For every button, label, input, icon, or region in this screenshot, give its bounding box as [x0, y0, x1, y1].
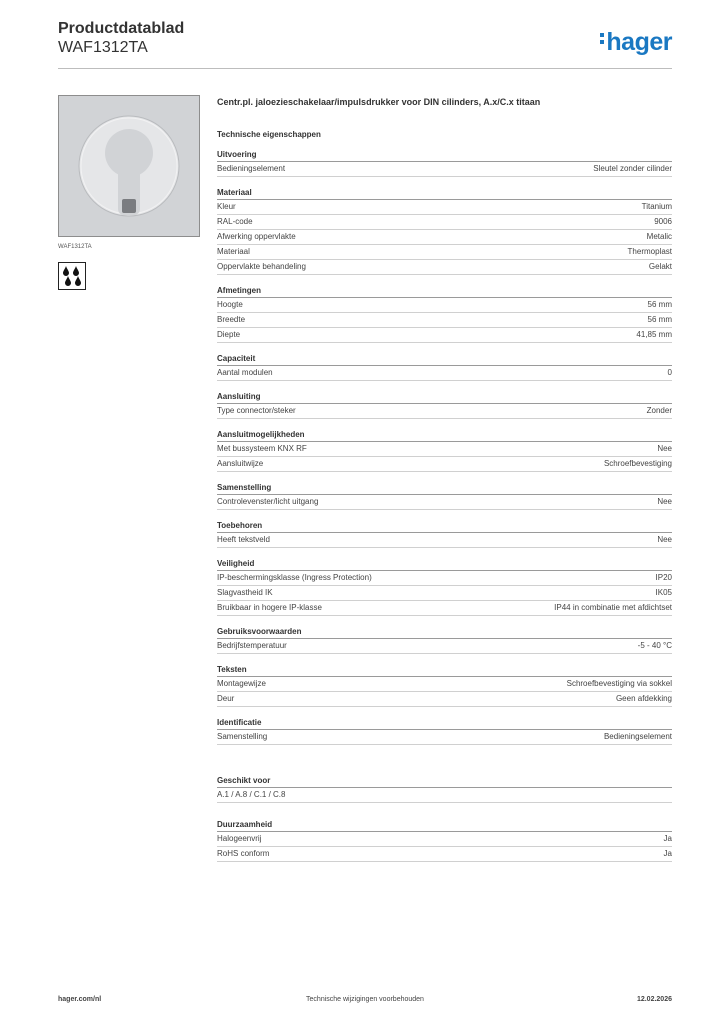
- spec-value: Zonder: [646, 406, 672, 415]
- suitable-for-row: [217, 788, 672, 803]
- spec-value: Sleutel zonder cilinder: [593, 164, 672, 173]
- spec-row: [217, 586, 672, 601]
- product-code: WAF1312TA: [58, 39, 148, 56]
- spec-label: RAL-code: [217, 217, 253, 226]
- spec-label: Halogeenvrij: [217, 834, 262, 843]
- spec-value: IP44 in combinatie met afdichtset: [554, 603, 672, 612]
- spec-value: Titanium: [641, 202, 672, 211]
- section-heading: Aansluiting: [217, 391, 672, 404]
- spec-value: Thermoplast: [627, 247, 672, 256]
- water-drops-icon: [58, 262, 86, 290]
- spec-row: [217, 313, 672, 328]
- sustainability-heading: Duurzaamheid: [217, 819, 672, 832]
- spec-value: -5 - 40 °C: [637, 641, 672, 650]
- footer-disclaimer: Technische wijzigingen voorbehouden: [306, 996, 424, 1003]
- spec-label: Controlevenster/licht uitgang: [217, 497, 319, 506]
- suitable-for-heading: Geschikt voor: [217, 775, 672, 788]
- spec-row: [217, 200, 672, 215]
- spec-content: [217, 95, 672, 862]
- section-heading: Identificatie: [217, 717, 672, 730]
- spec-row: [217, 298, 672, 313]
- spec-label: Heeft tekstveld: [217, 535, 270, 544]
- spec-row: [217, 260, 672, 275]
- section-heading: Teksten: [217, 664, 672, 677]
- spec-label: Breedte: [217, 315, 246, 324]
- spec-label: Diepte: [217, 330, 241, 339]
- section-heading: Toebehoren: [217, 520, 672, 533]
- page-header: [58, 20, 672, 70]
- hager-logo: [600, 28, 672, 56]
- spec-value: 41,85 mm: [636, 330, 672, 339]
- section-heading: Samenstelling: [217, 482, 672, 495]
- image-caption: WAF1312TA: [58, 244, 92, 250]
- spec-label: Bruikbaar in hogere IP-klasse: [217, 603, 322, 612]
- spec-label: Afwerking oppervlakte: [217, 232, 296, 241]
- spec-row: [217, 215, 672, 230]
- spec-row: [217, 571, 672, 586]
- spec-label: Samenstelling: [217, 732, 268, 741]
- spec-value: Ja: [663, 834, 672, 843]
- section-heading: Uitvoering: [217, 149, 672, 162]
- spec-row: [217, 677, 672, 692]
- footer-website: hager.com/nl: [58, 996, 102, 1003]
- spec-row: [217, 230, 672, 245]
- section-heading: Afmetingen: [217, 285, 672, 298]
- spec-row: [217, 495, 672, 510]
- technical-properties-heading: Technische eigenschappen: [217, 130, 321, 139]
- spec-row: [217, 832, 672, 847]
- spec-label: Deur: [217, 694, 235, 703]
- spec-label: Type connector/steker: [217, 406, 296, 415]
- spec-value: Schroefbevestiging via sokkel: [566, 679, 672, 688]
- spec-row: [217, 366, 672, 381]
- spec-row: [217, 730, 672, 745]
- section-heading: Aansluitmogelijkheden: [217, 429, 672, 442]
- spec-label: RoHS conform: [217, 849, 270, 858]
- spec-label: IP-beschermingsklasse (Ingress Protection): [217, 573, 372, 582]
- header-divider: [58, 68, 672, 69]
- spec-value: Metalic: [646, 232, 672, 241]
- spec-label: Met bussysteem KNX RF: [217, 444, 307, 453]
- spec-value: Nee: [657, 497, 672, 506]
- spec-value: Ja: [663, 849, 672, 858]
- spec-row: [217, 404, 672, 419]
- spec-label: Oppervlakte behandeling: [217, 262, 306, 271]
- spec-row: [217, 692, 672, 707]
- spec-row: [217, 533, 672, 548]
- spec-row: [217, 457, 672, 472]
- key-switch-plate-icon: [59, 96, 199, 236]
- spec-value: 56 mm: [647, 315, 672, 324]
- spec-value: IK05: [655, 588, 672, 597]
- spec-value: 9006: [654, 217, 672, 226]
- spec-row: [217, 162, 672, 177]
- logo-dots-icon: [600, 30, 604, 47]
- spec-label: Montagewijze: [217, 679, 266, 688]
- spec-value: IP20: [655, 573, 672, 582]
- spec-value: Schroefbevestiging: [603, 459, 672, 468]
- spec-row: [217, 847, 672, 862]
- spec-row: [217, 639, 672, 654]
- spec-label: Slagvastheid IK: [217, 588, 273, 597]
- document-title: Productdatablad: [58, 20, 185, 37]
- spec-label: Bedrijfstemperatuur: [217, 641, 287, 650]
- section-heading: Capaciteit: [217, 353, 672, 366]
- section-heading: Veiligheid: [217, 558, 672, 571]
- footer-date: 12.02.2026: [636, 996, 672, 1003]
- spec-value: Nee: [657, 444, 672, 453]
- spec-value: Nee: [657, 535, 672, 544]
- spec-row: [217, 442, 672, 457]
- section-heading: Gebruiksvoorwaarden: [217, 626, 672, 639]
- spec-value: Gelakt: [648, 262, 672, 271]
- product-description: Centr.pl. jaloezieschakelaar/impulsdrukker voor DIN cilinders, A.x/C.x titaan: [217, 97, 541, 107]
- product-image: [58, 95, 200, 237]
- spec-label: Kleur: [217, 202, 236, 211]
- spec-value: 56 mm: [647, 300, 672, 309]
- spec-row: [217, 601, 672, 616]
- spec-label: Materiaal: [217, 247, 250, 256]
- suitable-for-value: A.1 / A.8 / C.1 / C.8: [217, 790, 286, 799]
- spec-value: Bedieningselement: [603, 732, 672, 741]
- logo-text: hager: [606, 28, 672, 56]
- spec-label: Bedieningselement: [217, 164, 286, 173]
- spec-row: [217, 328, 672, 343]
- spec-label: Hoogte: [217, 300, 243, 309]
- section-heading: Materiaal: [217, 187, 672, 200]
- spec-row: [217, 245, 672, 260]
- page-footer: [58, 996, 672, 1008]
- spec-value: 0: [667, 368, 672, 377]
- spec-label: Aansluitwijze: [217, 459, 264, 468]
- spec-value: Geen afdekking: [615, 694, 672, 703]
- spec-label: Aantal modulen: [217, 368, 273, 377]
